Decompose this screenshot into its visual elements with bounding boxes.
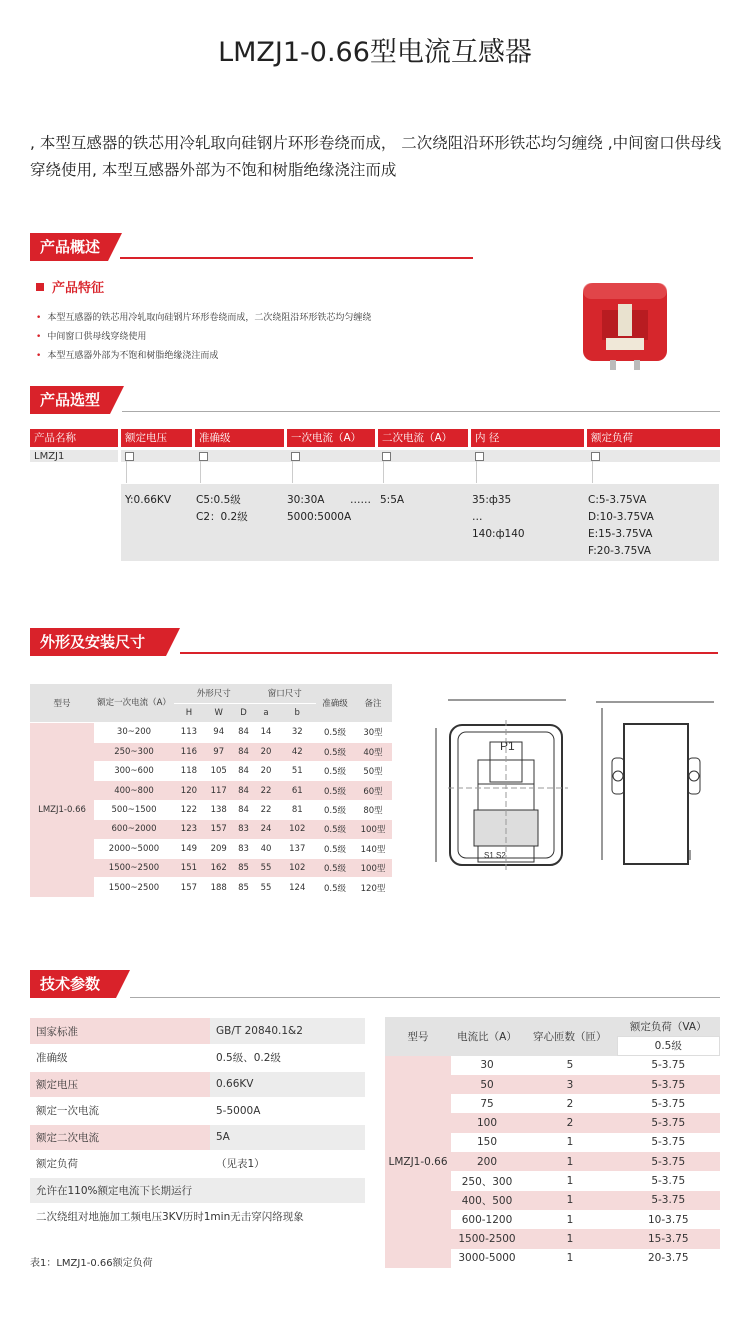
selection-header: 一次电流（A） [287,429,375,447]
col-b: b [278,703,316,722]
selection-header: 额定电压 [121,429,192,447]
load-table [385,1017,720,1268]
table-cell: 500~1500 [94,800,174,819]
option-checkbox[interactable] [291,452,300,461]
selection-product-name: LMZJ1 [34,451,65,462]
option-checkbox[interactable] [475,452,484,461]
label-p1: P1 [500,739,515,753]
section-dimensions-label: 外形及安装尺寸 [30,628,166,656]
param-name: 额定电压 [30,1071,210,1098]
table-cell: 400、500 [451,1191,523,1210]
model-cell: LMZJ1-0.66 [385,1056,451,1268]
param-name: 国家标准 [30,1018,210,1045]
option-accuracy: C5:0.5级 [196,494,241,506]
section-tech-label: 技术参数 [30,970,116,998]
selection-header: 二次电流（A） [378,429,468,447]
selection-row-bg [121,450,720,462]
param-value: 0.66KV [210,1071,365,1098]
option-checkbox[interactable] [382,452,391,461]
option-diameter: 140:ф140 [472,528,525,540]
table-cell: 5 [566,1059,574,1072]
table-cell: 0.5级 [316,723,354,742]
table-cell: 1 [523,1191,617,1210]
table-cell: 51 [278,762,316,781]
option-diameter: … [472,511,483,523]
param-value: 0.5级、0.2级 [210,1045,365,1072]
dimensions-table [30,684,392,898]
table-cell: 0.5级 [316,820,354,839]
table-cell: 102 [278,820,316,839]
table-cell: 1500-2500 [451,1229,523,1248]
table-cell: 200 [451,1152,523,1171]
table-cell: 30型 [354,723,392,742]
section-overview [30,233,473,261]
option-primary: 5000:5000A [287,511,352,523]
table-cell: 600-1200 [461,1213,513,1226]
table-row [30,723,392,742]
param-name: 额定二次电流 [30,1124,210,1151]
col-d: D [234,703,254,722]
table-cell: 5-3.75 [651,1097,686,1110]
table-cell: 151 [174,859,204,878]
param-value: 5-5000A [210,1098,365,1125]
table-cell: 2000~5000 [94,839,174,858]
param-name: 额定负荷 [30,1151,210,1178]
table-cell: 83 [234,820,254,839]
table-cell: 50 [451,1075,523,1094]
table-cell: 1500~2500 [94,878,174,897]
table-row [30,1204,365,1231]
table-cell: 124 [278,878,316,897]
table-cell: 5-3.75 [617,1191,720,1210]
option-load: C:5-3.75VA [588,494,647,506]
table-cell: 5-3.75 [617,1113,720,1132]
selection-header: 产品名称 [30,429,118,447]
table-cell: 1 [566,1136,574,1149]
table-cell: 100型 [354,820,392,839]
square-bullet-icon [36,283,44,291]
table-cell: 32 [278,723,316,742]
table-cell: 0.5级 [316,839,354,858]
table-cell: 20 [254,742,279,761]
table-cell: 188 [204,878,234,897]
table-cell: 0.5级 [316,859,354,878]
table-cell: 83 [234,839,254,858]
table-cell: 61 [278,781,316,800]
table-cell: 22 [254,781,279,800]
table-cell: 118 [174,762,204,781]
section-divider [130,997,720,998]
table-cell: 600~2000 [94,820,174,839]
table-cell: 允许在110%额定电流下长期运行 [30,1177,365,1204]
col-turns: 穿心匝数（匝） [523,1017,617,1056]
table-cell: 14 [254,723,279,742]
table-cell: 5-3.75 [651,1059,686,1072]
table-cell: 122 [174,800,204,819]
tech-params-table [30,1018,365,1231]
col-a: a [254,703,279,722]
table-cell: 42 [278,742,316,761]
col-window: 窗口尺寸 [254,684,317,703]
table-cell: 二次绕组对地施加工频电压3KV历时1min无击穿闪络现象 [30,1204,365,1231]
table-cell: 0.5级 [316,878,354,897]
option-checkbox[interactable] [591,452,600,461]
table-cell: 84 [234,723,254,742]
section-tech [30,970,720,998]
param-name: 额定一次电流 [30,1098,210,1125]
table-cell: 116 [174,742,204,761]
table-cell: 5-3.75 [617,1075,720,1094]
col-w: W [204,703,234,722]
table-cell: 84 [234,742,254,761]
col-model: 型号 [385,1017,451,1056]
table-cell: 149 [174,839,204,858]
table-cell: 30~200 [94,723,174,742]
selection-header: 额定负荷 [587,429,720,447]
table-cell: 1 [523,1152,617,1171]
table-cell: 157 [204,820,234,839]
table-cell: 138 [204,800,234,819]
table-row [30,1098,365,1125]
table-cell: 75 [480,1097,494,1110]
table-cell: 84 [234,800,254,819]
table-cell: 24 [254,820,279,839]
table-cell: 2 [566,1097,574,1110]
table-cell: 2 [523,1113,617,1132]
section-selection-label: 产品选型 [30,386,110,414]
table-cell: 40型 [354,742,392,761]
section-divider [180,652,718,654]
col-outer: 外形尺寸 [174,684,254,703]
table-row [30,1124,365,1151]
table-cell: 30 [480,1059,494,1072]
option-voltage: Y:0.66KV [125,494,172,506]
table-row [30,1018,365,1045]
option-checkbox[interactable] [125,452,134,461]
section-dimensions [30,628,718,656]
table-cell: 60型 [354,781,392,800]
table-row [30,1151,365,1178]
table-cell: 22 [254,800,279,819]
feature-item: • 本型互感器的铁芯用冷轧取向硅钢片环形卷绕而成，二次绕阻沿环形铁芯均匀缠绕 [36,310,371,323]
table-row [30,1177,365,1204]
table-cell: 300~600 [94,762,174,781]
col-note: 备注 [354,684,392,723]
table-cell: 105 [204,762,234,781]
option-load: F:20-3.75VA [588,545,651,557]
table-cell: 81 [278,800,316,819]
table-cell: 209 [204,839,234,858]
table-cell: 0.5级 [316,800,354,819]
table-cell: 162 [204,859,234,878]
selection-header: 内 径 [471,429,584,447]
col-accuracy: 准确级 [316,684,354,723]
col-ratio: 电流比（A） [451,1017,523,1056]
selection-header: 准确级 [195,429,284,447]
table-row [385,1056,720,1075]
param-value: GB/T 20840.1&2 [210,1018,365,1045]
table-cell: 20-3.75 [647,1252,689,1265]
table-cell: 150 [476,1136,498,1149]
table-cell: 1 [566,1175,574,1188]
option-diameter: 35:ф35 [472,494,512,506]
col-current: 额定一次电流（A） [94,684,174,723]
table-cell: 55 [254,878,279,897]
features-heading [36,277,104,296]
table-cell: 3000-5000 [458,1252,516,1265]
table-cell: 250~300 [94,742,174,761]
option-dots: …… [350,494,371,506]
table-cell: 15-3.75 [617,1229,720,1248]
table-note: 表1：LMZJ1-0.66额定负荷 [30,1258,153,1269]
product-photo [580,280,670,375]
table-cell: 140型 [354,839,392,858]
option-load: E:15-3.75VA [588,528,653,540]
table-cell: 0.5级 [316,762,354,781]
table-cell: 117 [204,781,234,800]
table-cell: 100型 [354,859,392,878]
table-cell: 137 [278,839,316,858]
label-s1s2: S1 S2 [484,851,506,860]
option-accuracy: C2：0.2级 [196,511,248,523]
option-checkbox[interactable] [199,452,208,461]
option-secondary: 5:5A [380,494,405,506]
table-cell: 20 [254,762,279,781]
table-cell: 97 [204,742,234,761]
section-overview-label: 产品概述 [30,233,108,261]
table-row [30,1071,365,1098]
table-cell: 3 [523,1075,617,1094]
table-cell: 84 [234,762,254,781]
section-divider [122,411,720,412]
page-title: LMZJ1-0.66型电流互感器 [218,37,532,68]
table-row [30,1045,365,1072]
table-cell: 113 [174,723,204,742]
table-cell: 85 [234,859,254,878]
table-cell: 94 [204,723,234,742]
section-selection [30,386,720,414]
table-cell: 55 [254,859,279,878]
table-cell: 50型 [354,762,392,781]
table-cell: 10-3.75 [647,1213,689,1226]
table-cell: 120 [174,781,204,800]
table-cell: 120型 [354,878,392,897]
table-cell: 1 [566,1252,574,1265]
table-cell: 123 [174,820,204,839]
table-cell: 1 [566,1213,574,1226]
table-cell: 102 [278,859,316,878]
table-cell: 0.5级 [316,742,354,761]
col-load: 额定负荷（VA） [617,1017,720,1036]
option-primary: 30:30A [287,494,325,506]
table-cell: 5-3.75 [651,1175,686,1188]
table-cell: 0.5级 [316,781,354,800]
table-cell: 5-3.75 [651,1136,686,1149]
param-name: 准确级 [30,1045,210,1072]
table-cell: 157 [174,878,204,897]
section-divider [120,257,473,259]
table-cell: 40 [254,839,279,858]
feature-item: • 中间窗口供母线穿绕使用 [36,329,146,342]
col-h: H [174,703,204,722]
table-cell: 1 [523,1229,617,1248]
table-cell: 100 [451,1113,523,1132]
feature-item: • 本型互感器外部为不饱和树脂绝缘浇注而成 [36,348,218,361]
intro-text: , 本型互感器的铁芯用冷轧取向硅钢片环形卷绕而成， 二次绕阻沿环形铁芯均匀缠绕 ,中间窗口供母线穿绕使用, 本型互感器外部为不饱和树脂绝缘浇注而成 [30,134,722,179]
features-heading-label: 产品特征 [52,281,105,296]
param-value: 5A [210,1124,365,1151]
table-cell: 5-3.75 [617,1152,720,1171]
dimension-drawing [428,690,720,895]
col-class: 0.5级 [617,1036,720,1055]
model-cell: LMZJ1-0.66 [30,723,94,898]
table-cell: 80型 [354,800,392,819]
table-cell: 85 [234,878,254,897]
option-load: D:10-3.75VA [588,511,654,523]
table-cell: 250、300 [461,1175,513,1188]
col-model: 型号 [30,684,94,723]
table-cell: 400~800 [94,781,174,800]
param-value: （见表1） [210,1151,365,1178]
table-cell: 1500~2500 [94,859,174,878]
table-cell: 84 [234,781,254,800]
